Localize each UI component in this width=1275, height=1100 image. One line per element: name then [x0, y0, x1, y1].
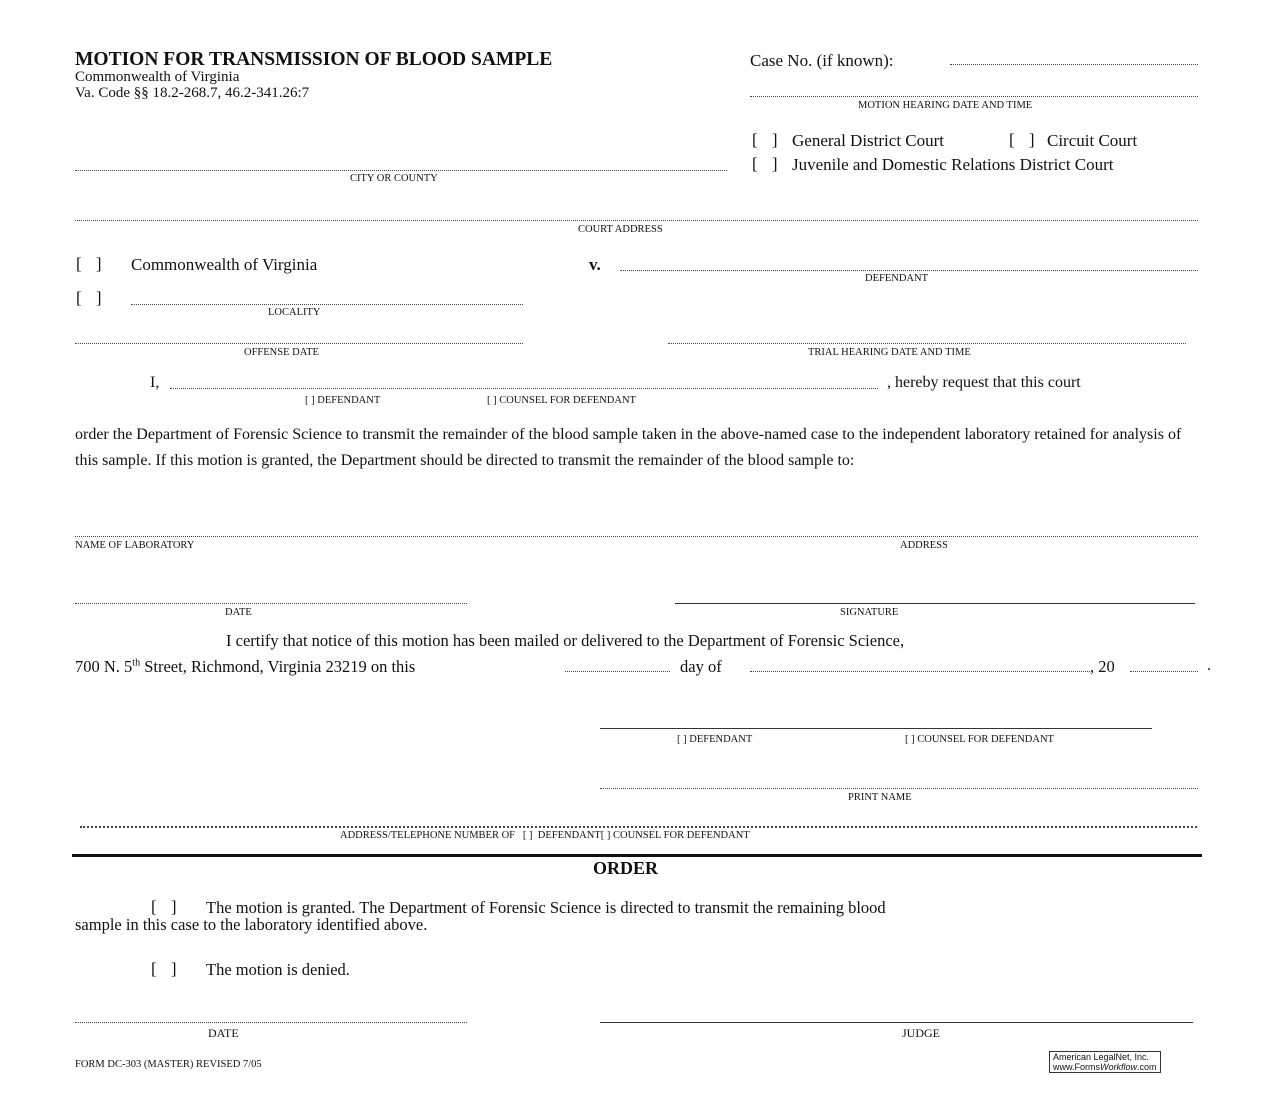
vendor-url-1: www.Forms [1053, 1062, 1100, 1072]
signature-label: SIGNATURE [840, 607, 899, 618]
certifier-defendant-option[interactable] [677, 734, 752, 745]
certify-address-rest: Street, Richmond, Virginia 23219 on this [140, 657, 416, 676]
city-county-label: CITY OR COUNTY [350, 173, 438, 184]
denied-checkbox[interactable]: [ ] [151, 959, 182, 978]
case-no-label: Case No. (if known): [750, 51, 894, 70]
circuit-checkbox[interactable]: [ ] [1009, 130, 1040, 149]
granted-checkbox[interactable]: [ ] [151, 897, 182, 916]
defendant-label: DEFENDANT [865, 273, 928, 284]
period: . [1207, 657, 1211, 674]
request-paragraph: order the Department of Forensic Science to transmit the remainder of the blood sample taken in the above-named case to the independent laboratory retained for analysis of this sample. If this motion is granted, the Department should be directed to transmit the remainder of the blood sample to: [75, 426, 1182, 469]
laboratory-field[interactable] [75, 536, 1198, 537]
offense-date-label: OFFENSE DATE [244, 347, 319, 358]
vendor-url [1053, 1062, 1157, 1072]
denied-text: The motion is denied. [206, 960, 350, 979]
general-district-checkbox[interactable]: [ ] [752, 130, 783, 149]
addr-counsel-label: COUNSEL FOR DEFENDANT [613, 830, 750, 841]
month-field[interactable] [750, 671, 1090, 672]
counsel-checkbox[interactable]: [ ] [487, 395, 497, 406]
defendant-option[interactable] [305, 395, 380, 406]
lab-address-label: ADDRESS [900, 540, 948, 551]
granted-text: The motion is granted. The Department of Forensic Science is directed to transmit the remaining blood [206, 898, 886, 917]
versus: v. [589, 255, 601, 274]
order-date-field[interactable] [75, 1022, 467, 1023]
laboratory-label: NAME OF LABORATORY [75, 540, 195, 551]
defendant-checkbox[interactable]: [ ] [305, 395, 315, 406]
certify-line-2 [75, 657, 415, 677]
day-field[interactable] [565, 671, 670, 672]
defendant-field[interactable] [620, 270, 1198, 271]
counsel-option-label: COUNSEL FOR DEFENDANT [499, 395, 636, 406]
addr-counsel-checkbox[interactable]: [ ] [600, 830, 611, 841]
address-phone-field[interactable] [80, 826, 1197, 828]
certify-sup: th [132, 657, 141, 669]
case-no-field[interactable] [950, 64, 1198, 65]
commonwealth-label: Commonwealth of Virginia [131, 255, 318, 274]
motion-hearing-field[interactable] [750, 96, 1198, 97]
locality-field[interactable] [131, 304, 523, 305]
date-label: DATE [225, 607, 252, 618]
day-of-label: day of [680, 657, 722, 676]
trial-hearing-field[interactable] [668, 343, 1186, 344]
print-name-field[interactable] [600, 788, 1198, 789]
court-address-label: COURT ADDRESS [578, 224, 663, 235]
certify-line-1: I certify that notice of this motion has been mailed or delivered to the Department of Forensic Science, [226, 631, 905, 650]
certifier-counsel-label: COUNSEL FOR DEFENDANT [917, 734, 1054, 745]
certifier-defendant-label: DEFENDANT [689, 734, 753, 745]
motion-hearing-label: MOTION HEARING DATE AND TIME [858, 100, 1033, 111]
judge-label: JUDGE [902, 1026, 940, 1040]
granted-text-2: sample in this case to the laboratory identified above. [75, 915, 428, 934]
address-phone-label [340, 830, 750, 841]
signature-field[interactable] [675, 603, 1195, 604]
jdr-label: Juvenile and Domestic Relations District Court [792, 155, 1114, 174]
locality-label: LOCALITY [268, 307, 321, 318]
form-id: FORM DC-303 (MASTER) REVISED 7/05 [75, 1059, 262, 1070]
address-phone-text: ADDRESS/TELEPHONE NUMBER OF [340, 830, 516, 841]
commonwealth-checkbox[interactable]: [ ] [76, 254, 107, 273]
jdr-checkbox[interactable]: [ ] [752, 154, 783, 173]
certifier-defendant-checkbox[interactable]: [ ] [677, 734, 687, 745]
order-date-label: DATE [208, 1026, 239, 1040]
va-code: Va. Code §§ 18.2-268.7, 46.2-341.26:7 [75, 85, 310, 101]
city-county-field[interactable] [75, 170, 727, 171]
movant-name-field[interactable] [170, 388, 878, 389]
addr-defendant-checkbox[interactable]: [ ] [522, 830, 533, 841]
year-field[interactable] [1130, 671, 1198, 672]
locality-checkbox[interactable]: [ ] [76, 288, 107, 307]
date-field[interactable] [75, 603, 467, 604]
general-district-label: General District Court [792, 131, 945, 150]
court-address-field[interactable] [75, 220, 1198, 221]
certifier-counsel-option[interactable] [905, 734, 1054, 745]
form-title: MOTION FOR TRANSMISSION OF BLOOD SAMPLE [75, 49, 553, 70]
vendor-url-3: .com [1137, 1062, 1157, 1072]
addr-defendant-label: DEFENDANT [537, 830, 601, 841]
defendant-option-label: DEFENDANT [317, 395, 381, 406]
judge-signature-field[interactable] [600, 1022, 1193, 1023]
vendor-name: American LegalNet, Inc. [1053, 1052, 1150, 1062]
trial-hearing-label: TRIAL HEARING DATE AND TIME [808, 347, 971, 358]
circuit-label: Circuit Court [1047, 131, 1138, 150]
order-divider [72, 854, 1202, 857]
certify-address: 700 N. 5 [75, 657, 133, 676]
offense-date-field[interactable] [75, 343, 523, 344]
print-name-label: PRINT NAME [848, 792, 912, 803]
year-prefix: , 20 [1090, 657, 1115, 676]
counsel-option[interactable] [487, 395, 636, 406]
request-text: , hereby request that this court [887, 374, 1081, 391]
certifier-signature-field[interactable] [600, 728, 1152, 729]
form-subtitle: Commonwealth of Virginia [75, 69, 240, 85]
certifier-counsel-checkbox[interactable]: [ ] [905, 734, 915, 745]
order-title: ORDER [593, 858, 659, 878]
movant-i: I, [150, 374, 160, 391]
vendor-logo [1049, 1051, 1161, 1073]
vendor-url-2: Workflow [1100, 1062, 1138, 1072]
